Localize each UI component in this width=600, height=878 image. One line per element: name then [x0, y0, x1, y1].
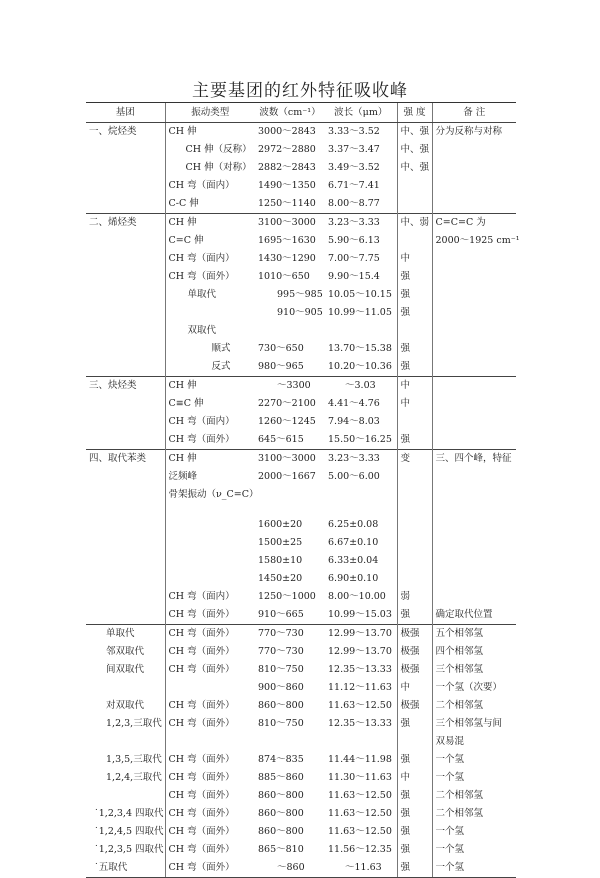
cell-wavelength: 5.00～6.00	[328, 471, 380, 482]
cell-vibration	[165, 516, 255, 534]
cell-group: ˙五取代	[86, 859, 165, 878]
cell-group	[86, 431, 165, 450]
ir-absorption-table	[86, 102, 520, 878]
cell-group: 间双取代	[106, 664, 145, 675]
cell-wavenumber: 1260～1245	[258, 416, 316, 427]
table-row	[86, 413, 516, 431]
cell-intensity: 强	[397, 268, 432, 286]
cell-group	[86, 304, 165, 322]
cell-wavenumber: 2000～1667	[258, 471, 316, 482]
cell-intensity: 强	[397, 358, 432, 377]
cell-group	[86, 468, 165, 486]
table-row	[86, 787, 516, 805]
cell-group	[86, 606, 165, 625]
cell-wavenumber: 1010～650	[258, 271, 310, 282]
cell-note	[432, 486, 516, 516]
table-row	[86, 159, 516, 177]
cell-wavelength: 6.90±0.10	[328, 573, 379, 584]
cell-vibration	[165, 679, 255, 697]
cell-wavenumber: 645～615	[258, 434, 304, 445]
table-row	[86, 643, 516, 661]
cell-wavenumber: 1500±25	[258, 537, 303, 548]
cell-group	[86, 268, 165, 286]
cell-group	[86, 395, 165, 413]
cell-wavelength: 10.05～10.15	[328, 289, 392, 300]
cell-group: 1,3,5,三取代	[106, 754, 162, 765]
cell-group: ˙1,2,4,5 四取代	[94, 826, 164, 837]
cell-wavelength: 10.20～10.36	[328, 361, 392, 372]
table-row	[86, 214, 516, 233]
table-row	[86, 534, 516, 552]
cell-group	[86, 733, 165, 751]
cell-vibration: 顺式	[165, 340, 255, 358]
table-row	[86, 468, 516, 486]
cell-wavelength: 11.63～12.50	[328, 808, 392, 819]
cell-note	[432, 570, 516, 588]
cell-wavelength: 10.99～11.05	[328, 307, 392, 318]
cell-vibration: CH 弯（面外）	[165, 625, 255, 644]
cell-vibration: CH 弯（面外）	[165, 751, 255, 769]
cell-note	[432, 431, 516, 450]
table-row	[86, 395, 516, 413]
cell-wavenumber: 1695～1630	[258, 235, 316, 246]
cell-wavenumber: 2270～2100	[258, 398, 316, 409]
cell-intensity: 极强	[397, 643, 432, 661]
cell-vibration: 双取代	[165, 322, 255, 340]
cell-wavelength: 11.63～12.50	[328, 700, 392, 711]
table-row	[86, 123, 516, 142]
cell-note: 四个相邻氢	[432, 643, 516, 661]
table-row	[86, 322, 516, 340]
cell-wavelength: 9.90～15.4	[328, 271, 380, 282]
cell-group: 三、炔烃类	[86, 377, 165, 396]
cell-intensity: 强	[397, 715, 432, 733]
cell-wavenumber	[255, 322, 325, 340]
cell-group	[86, 177, 165, 195]
cell-wavenumber: 1250～1000	[258, 591, 316, 602]
cell-wavelength: 6.33±0.04	[328, 555, 379, 566]
cell-wavenumber: 910～905	[277, 307, 323, 318]
cell-wavenumber: 730～650	[258, 343, 304, 354]
cell-wavelength: 3.23～3.33	[325, 450, 397, 469]
cell-intensity: 中	[397, 395, 432, 413]
table-row	[86, 859, 516, 878]
cell-intensity: 中、强	[397, 159, 432, 177]
cell-wavenumber: 860～800	[258, 808, 304, 819]
cell-intensity	[397, 232, 432, 250]
table-row	[86, 340, 516, 358]
cell-wavenumber: 1250～1140	[258, 198, 316, 209]
cell-wavelength: 11.63～12.50	[328, 826, 392, 837]
cell-vibration: CH 弯（面外）	[165, 841, 255, 859]
cell-group	[86, 413, 165, 431]
cell-note: 一个氢	[432, 751, 516, 769]
cell-intensity: 强	[397, 286, 432, 304]
cell-wavenumber: 865～810	[258, 844, 304, 855]
cell-note: 确定取代位置	[432, 606, 516, 625]
cell-wavelength: 10.99～15.03	[328, 609, 392, 620]
cell-vibration: CH 弯（面外）	[165, 431, 255, 450]
cell-wavelength: 7.94～8.03	[328, 416, 380, 427]
cell-note: 分为反称与对称	[432, 123, 516, 142]
cell-intensity: 中、强	[397, 123, 432, 142]
cell-note	[432, 286, 516, 304]
cell-intensity: 极强	[397, 625, 432, 644]
cell-intensity	[397, 570, 432, 588]
cell-intensity	[397, 322, 432, 340]
cell-vibration: 骨架振动（ν_C=C）	[165, 486, 255, 516]
cell-group	[86, 588, 165, 606]
cell-wavenumber: 910～665	[258, 609, 304, 620]
cell-group: 邻双取代	[106, 646, 145, 657]
header-intensity: 强 度	[397, 103, 432, 123]
cell-group: 1,2,3,三取代	[106, 718, 162, 729]
cell-intensity: 强	[397, 304, 432, 322]
cell-intensity	[397, 413, 432, 431]
cell-wavenumber: 860～800	[258, 826, 304, 837]
cell-wavelength: 12.99～13.70	[328, 646, 392, 657]
table-row	[86, 625, 516, 644]
page-title: 主要基团的红外特征吸收峰	[192, 81, 408, 101]
cell-intensity	[397, 516, 432, 534]
cell-wavelength: 13.70～15.38	[328, 343, 392, 354]
cell-intensity: 强	[397, 841, 432, 859]
cell-wavenumber: 2882～2843	[258, 162, 316, 173]
cell-intensity: 中	[397, 250, 432, 268]
cell-intensity: 强	[397, 751, 432, 769]
cell-wavenumber: 770～730	[258, 646, 304, 657]
cell-vibration: CH 弯（面外）	[165, 643, 255, 661]
cell-vibration: CH 弯（面内）	[165, 250, 255, 268]
cell-vibration: 单取代	[165, 286, 255, 304]
cell-vibration: C-C 伸	[165, 195, 255, 214]
cell-vibration: CH 弯（面内）	[165, 177, 255, 195]
cell-wavelength: 11.56～12.35	[328, 844, 392, 855]
cell-note: 一个氢（次要）	[432, 679, 516, 697]
table-row	[86, 733, 516, 751]
cell-wavenumber: ～860	[255, 859, 325, 878]
cell-note: 二个相邻氢	[432, 787, 516, 805]
cell-vibration: C≡C 伸	[165, 395, 255, 413]
cell-intensity: 弱	[397, 588, 432, 606]
cell-wavelength: 11.12～11.63	[328, 682, 392, 693]
cell-wavelength: 12.99～13.70	[325, 625, 397, 644]
cell-vibration: CH 伸	[165, 450, 255, 469]
cell-vibration	[165, 733, 255, 751]
cell-intensity: 强	[397, 805, 432, 823]
cell-vibration: CH 弯（面外）	[165, 769, 255, 787]
cell-note: 一个氢	[432, 823, 516, 841]
cell-intensity: 中、强	[397, 141, 432, 159]
cell-vibration: 泛频峰	[165, 468, 255, 486]
cell-wavenumber: 2972～2880	[258, 144, 316, 155]
cell-intensity	[397, 534, 432, 552]
cell-wavelength: 6.71～7.41	[328, 180, 380, 191]
cell-wavelength: 8.00～10.00	[328, 591, 386, 602]
cell-note	[432, 340, 516, 358]
table-row	[86, 250, 516, 268]
cell-note	[432, 516, 516, 534]
table-row	[86, 805, 516, 823]
cell-group	[86, 534, 165, 552]
table-row	[86, 606, 516, 625]
cell-note	[432, 468, 516, 486]
table-row	[86, 431, 516, 450]
header-vibration: 振动类型	[165, 103, 255, 123]
table-row	[86, 286, 516, 304]
cell-wavelength: 6.25±0.08	[328, 519, 379, 530]
cell-group	[86, 159, 165, 177]
table-row	[86, 552, 516, 570]
cell-wavenumber: 874～835	[258, 754, 304, 765]
table-row	[86, 823, 516, 841]
table-row	[86, 841, 516, 859]
cell-wavenumber: 810～750	[258, 718, 304, 729]
table-row	[86, 486, 516, 516]
cell-vibration: CH 弯（面外）	[165, 805, 255, 823]
cell-intensity: 强	[397, 859, 432, 878]
cell-intensity: 强	[397, 787, 432, 805]
cell-wavenumber: 860～800	[258, 790, 304, 801]
cell-group: ˙1,2,3,5 四取代	[94, 844, 164, 855]
cell-note	[432, 552, 516, 570]
cell-note	[432, 377, 516, 396]
cell-vibration	[165, 534, 255, 552]
cell-note	[432, 268, 516, 286]
table-header-row	[86, 103, 516, 123]
table-row	[86, 141, 516, 159]
header-group: 基团	[86, 103, 165, 123]
cell-vibration	[165, 304, 255, 322]
table-row	[86, 304, 516, 322]
cell-wavenumber: 1600±20	[258, 519, 303, 530]
table-row	[86, 751, 516, 769]
cell-note	[432, 141, 516, 159]
cell-intensity: 变	[397, 450, 432, 469]
cell-intensity: 极强	[397, 697, 432, 715]
cell-group	[86, 232, 165, 250]
cell-note	[432, 159, 516, 177]
cell-wavelength	[325, 733, 397, 751]
cell-vibration: C=C 伸	[165, 232, 255, 250]
cell-note: 二个相邻氢	[432, 697, 516, 715]
cell-intensity: 中、弱	[397, 214, 432, 233]
cell-note	[432, 395, 516, 413]
table-row	[86, 358, 516, 377]
header-wavelength: 波长（μm）	[325, 103, 397, 123]
cell-group: 1,2,4,三取代	[106, 772, 162, 783]
cell-wavenumber: 1430～1290	[258, 253, 316, 264]
cell-vibration: CH 伸	[165, 123, 255, 142]
cell-note	[432, 358, 516, 377]
cell-group	[86, 141, 165, 159]
cell-note: 2000～1925 cm⁻¹	[432, 232, 516, 250]
cell-group	[86, 787, 165, 805]
cell-wavelength: 11.44～11.98	[328, 754, 392, 765]
table-row	[86, 377, 516, 396]
cell-intensity	[397, 486, 432, 516]
cell-group	[86, 358, 165, 377]
table-row	[86, 588, 516, 606]
cell-note: 三个相邻氢与间	[432, 715, 516, 733]
cell-note	[432, 322, 516, 340]
cell-note: 一个氢	[432, 859, 516, 878]
cell-vibration: CH 弯（面内）	[165, 413, 255, 431]
cell-wavenumber: 900～860	[258, 682, 304, 693]
cell-note: 双易混	[432, 733, 516, 751]
cell-note: 三个相邻氢	[432, 661, 516, 679]
cell-vibration: CH 伸	[165, 214, 255, 233]
cell-vibration: CH 伸	[165, 377, 255, 396]
cell-wavenumber	[255, 486, 325, 516]
cell-intensity: 极强	[397, 661, 432, 679]
table-row	[86, 232, 516, 250]
cell-wavenumber: 1490～1350	[258, 180, 316, 191]
cell-group	[86, 570, 165, 588]
cell-intensity	[397, 195, 432, 214]
cell-vibration: CH 弯（面外）	[165, 715, 255, 733]
cell-group	[86, 195, 165, 214]
cell-wavenumber: 810～750	[258, 664, 304, 675]
cell-wavelength: 3.23～3.33	[325, 214, 397, 233]
cell-group	[86, 516, 165, 534]
cell-vibration: 反式	[165, 358, 255, 377]
cell-group: 一、烷烃类	[86, 123, 165, 142]
cell-wavenumber: 770～730	[255, 625, 325, 644]
cell-wavenumber: 980～965	[258, 361, 304, 372]
cell-group	[86, 340, 165, 358]
cell-wavelength: 4.41～4.76	[328, 398, 380, 409]
cell-intensity: 中	[397, 679, 432, 697]
table-row	[86, 679, 516, 697]
cell-intensity	[397, 177, 432, 195]
cell-wavelength: 11.30～11.63	[328, 772, 392, 783]
cell-wavenumber: ～3300	[255, 377, 325, 396]
cell-wavelength	[325, 322, 397, 340]
cell-intensity	[397, 733, 432, 751]
cell-group	[86, 250, 165, 268]
cell-vibration: CH 弯（面外）	[165, 268, 255, 286]
cell-intensity: 强	[397, 823, 432, 841]
cell-wavelength: 11.63～12.50	[328, 790, 392, 801]
table-row	[86, 268, 516, 286]
cell-group	[86, 552, 165, 570]
cell-wavelength: 7.00～7.75	[328, 253, 380, 264]
cell-vibration: CH 弯（面外）	[165, 859, 255, 878]
table-row	[86, 450, 516, 469]
table-row	[86, 195, 516, 214]
cell-wavenumber: 3100～3000	[255, 214, 325, 233]
cell-wavelength: 12.35～13.33	[328, 718, 392, 729]
table-row	[86, 715, 516, 733]
table-row	[86, 769, 516, 787]
cell-vibration: CH 弯（面外）	[165, 606, 255, 625]
cell-wavenumber: 1580±10	[258, 555, 303, 566]
table-row	[86, 177, 516, 195]
cell-note: 三、四个峰，特征	[432, 450, 516, 469]
cell-note	[432, 177, 516, 195]
cell-note: 一个氢	[432, 841, 516, 859]
cell-group: 二、烯烃类	[86, 214, 165, 233]
header-note: 备 注	[432, 103, 516, 123]
cell-group: 单取代	[86, 625, 165, 644]
cell-intensity: 强	[397, 340, 432, 358]
cell-vibration	[165, 552, 255, 570]
cell-wavenumber: 885～860	[258, 772, 304, 783]
cell-note	[432, 413, 516, 431]
cell-wavenumber: 3000～2843	[255, 123, 325, 142]
cell-group	[86, 486, 165, 516]
table-row	[86, 570, 516, 588]
cell-intensity	[397, 552, 432, 570]
cell-wavelength: 3.37～3.47	[328, 144, 380, 155]
cell-note: 二个相邻氢	[432, 805, 516, 823]
cell-wavelength	[325, 486, 397, 516]
table-row	[86, 661, 516, 679]
cell-vibration: CH 伸（对称）	[165, 159, 255, 177]
cell-wavenumber: 995～985	[277, 289, 323, 300]
cell-wavelength: 15.50～16.25	[328, 434, 392, 445]
cell-intensity: 强	[397, 606, 432, 625]
cell-note: C=C=C 为	[432, 214, 516, 233]
cell-wavenumber: 3100～3000	[255, 450, 325, 469]
cell-vibration: CH 弯（面外）	[165, 823, 255, 841]
cell-intensity: 中	[397, 769, 432, 787]
table-row	[86, 697, 516, 715]
cell-wavelength: ～11.63	[325, 859, 397, 878]
cell-wavelength: 8.00～8.77	[328, 198, 380, 209]
cell-wavelength: 3.49～3.52	[328, 162, 380, 173]
cell-wavenumber	[255, 733, 325, 751]
cell-vibration: CH 弯（面外）	[165, 661, 255, 679]
cell-vibration: CH 弯（面内）	[165, 588, 255, 606]
cell-intensity: 强	[397, 431, 432, 450]
cell-note	[432, 195, 516, 214]
cell-group: 对双取代	[106, 700, 145, 711]
header-wavenumber: 波数（cm⁻¹）	[255, 103, 325, 123]
cell-group: 四、取代苯类	[86, 450, 165, 469]
cell-wavelength: 3.33～3.52	[325, 123, 397, 142]
cell-wavelength: 5.90～6.13	[328, 235, 380, 246]
cell-note	[432, 250, 516, 268]
cell-wavelength: 6.67±0.10	[328, 537, 379, 548]
cell-wavelength: ～3.03	[325, 377, 397, 396]
cell-note	[432, 304, 516, 322]
cell-group	[86, 286, 165, 304]
cell-note: 一个氢	[432, 769, 516, 787]
cell-group	[86, 679, 165, 697]
cell-intensity	[397, 468, 432, 486]
cell-intensity: 中	[397, 377, 432, 396]
cell-vibration: CH 弯（面外）	[165, 787, 255, 805]
cell-note: 五个相邻氢	[432, 625, 516, 644]
cell-vibration: CH 弯（面外）	[165, 697, 255, 715]
cell-note	[432, 588, 516, 606]
cell-wavenumber: 1450±20	[258, 573, 303, 584]
table-row	[86, 516, 516, 534]
cell-note	[432, 534, 516, 552]
cell-wavenumber: 860～800	[258, 700, 304, 711]
table-body	[86, 123, 520, 878]
cell-group	[86, 322, 165, 340]
cell-group: ˙1,2,3,4 四取代	[94, 808, 164, 819]
cell-vibration	[165, 570, 255, 588]
cell-wavelength: 12.35～13.33	[328, 664, 392, 675]
cell-vibration: CH 伸（反称）	[165, 141, 255, 159]
